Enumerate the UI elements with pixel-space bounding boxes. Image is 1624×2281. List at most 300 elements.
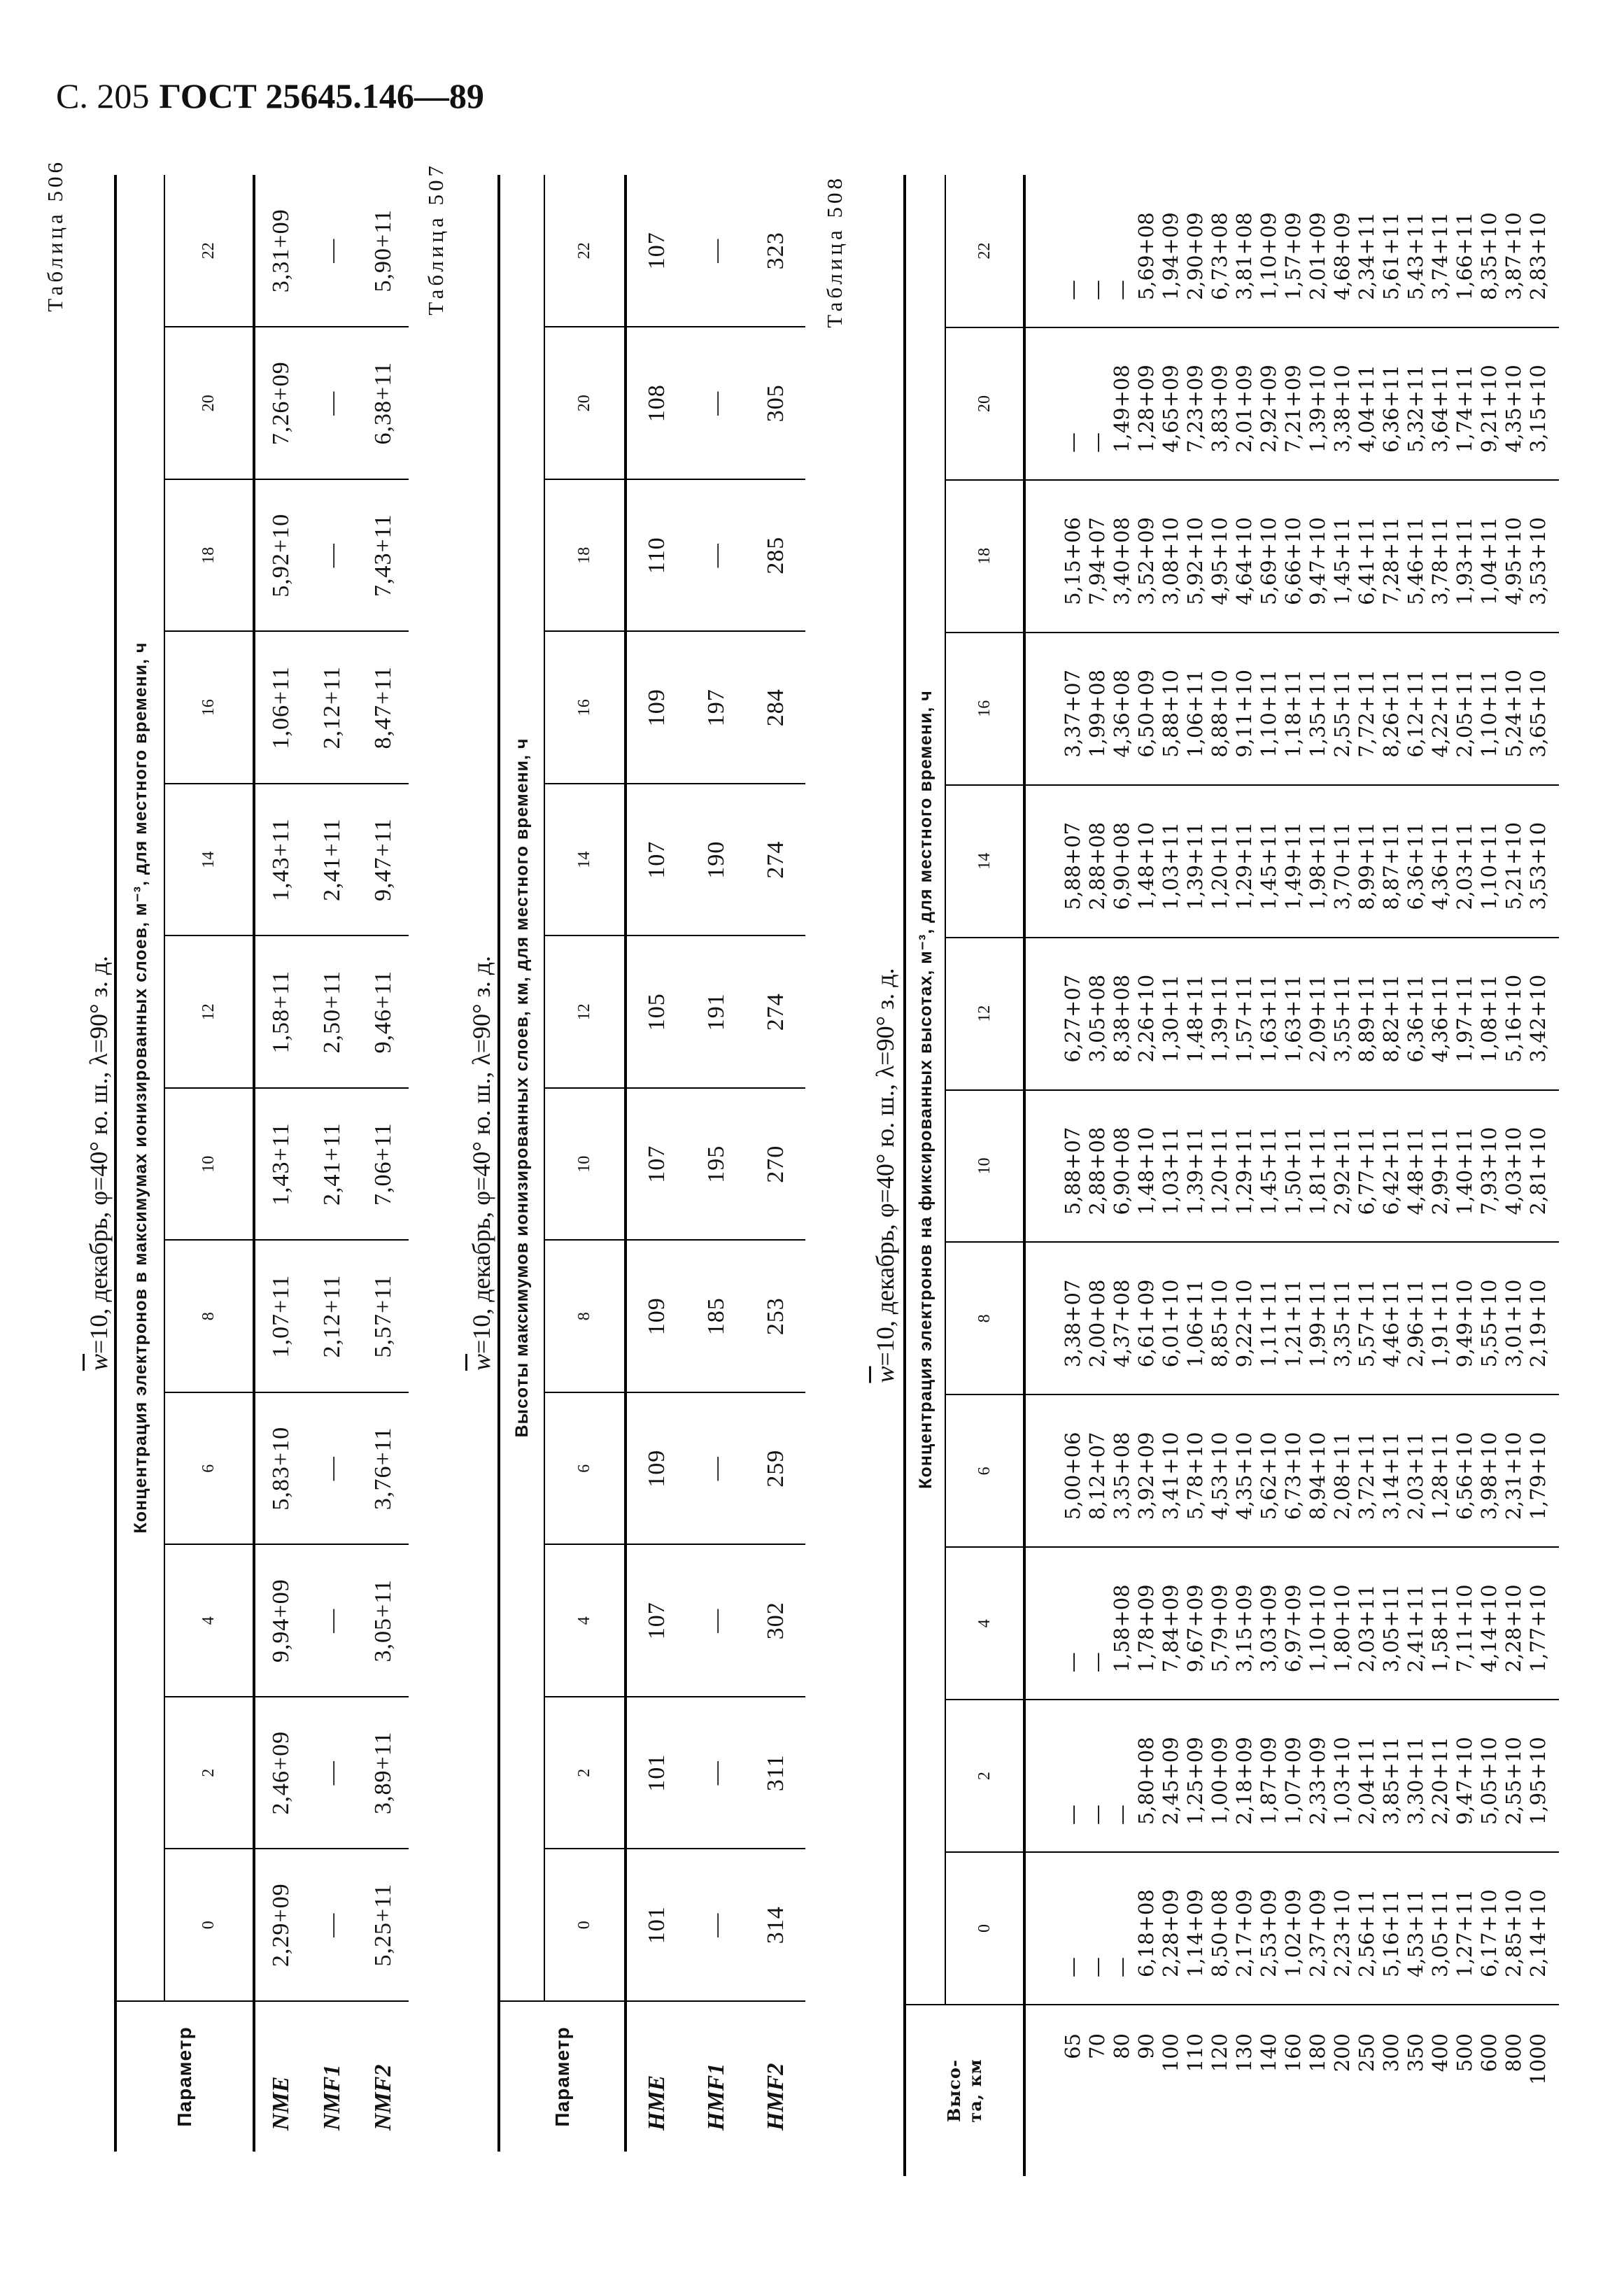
value-cell: 1,30+11	[1159, 938, 1183, 1090]
value-cell: 2,96+11	[1404, 1242, 1428, 1394]
value-cell: 4,64+10	[1232, 480, 1257, 633]
value-cell: 8,85+10	[1208, 1242, 1232, 1394]
value-cell: 5,78+10	[1183, 1394, 1208, 1547]
value-cell: 7,26+09	[254, 327, 306, 480]
value-cell: 1,35+11	[1306, 633, 1330, 785]
value-cell: 1,94+09	[1159, 175, 1183, 327]
value-cell: —	[1024, 327, 1085, 480]
table-row	[306, 175, 358, 2152]
value-cell: 7,23+09	[1183, 327, 1208, 480]
time-column-header: 6	[164, 1392, 254, 1545]
time-column-header: 22	[164, 175, 254, 327]
value-cell: 5,16+11	[1379, 1852, 1404, 2005]
table-title	[84, 175, 114, 2152]
value-cell: 2,14+10	[1526, 1852, 1559, 2005]
value-cell: 195	[686, 1088, 746, 1241]
time-column-header: 8	[544, 1241, 626, 1393]
time-column-header: 16	[164, 632, 254, 784]
value-cell: 1,93+11	[1453, 480, 1477, 633]
value-cell: 101	[626, 1697, 686, 1849]
value-cell: —	[1085, 327, 1110, 480]
time-column-header: 8	[945, 1242, 1024, 1394]
row-label: 65	[1061, 2033, 1085, 2059]
value-cell: 3,92+09	[1134, 1394, 1159, 1547]
value-cell: 3,81+08	[1232, 175, 1257, 327]
value-cell: —	[686, 479, 746, 632]
value-cell: 1,39+11	[1183, 1090, 1208, 1243]
table-row	[1477, 175, 1502, 2176]
value-cell: 1,18+11	[1281, 633, 1306, 785]
value-cell: 1,74+11	[1453, 327, 1477, 480]
row-label: 500	[1453, 2033, 1476, 2072]
value-cell: 3,08+10	[1159, 480, 1183, 633]
value-cell: —	[306, 327, 358, 480]
table-row	[1281, 175, 1306, 2176]
value-cell: —	[1085, 175, 1110, 327]
value-cell: 5,88+10	[1159, 633, 1183, 785]
time-column-header: 10	[544, 1088, 626, 1241]
value-cell: 1,98+11	[1306, 785, 1330, 938]
value-cell: 3,35+11	[1330, 1242, 1355, 1394]
value-cell: 1,06+11	[1183, 633, 1208, 785]
time-column-header: 22	[544, 175, 626, 327]
value-cell: 6,17+10	[1477, 1852, 1502, 2005]
title-variable: $\overline{w}$	[85, 1354, 113, 1371]
value-cell: 2,41+11	[1404, 1547, 1428, 1700]
value-cell: 3,55+11	[1330, 938, 1355, 1090]
value-cell: 2,05+11	[1453, 633, 1477, 785]
value-cell: 5,21+10	[1502, 785, 1526, 938]
value-cell: 2,37+09	[1306, 1852, 1330, 2005]
value-cell: 5,25+11	[358, 1849, 409, 2002]
table-block	[84, 175, 403, 2152]
value-cell: 7,84+09	[1159, 1547, 1183, 1700]
value-cell: 1,79+10	[1526, 1394, 1559, 1547]
value-cell: 1,48+10	[1134, 1090, 1159, 1243]
time-column-header: 12	[945, 938, 1024, 1090]
value-cell: 1,06+11	[254, 632, 306, 784]
value-cell: 108	[626, 327, 686, 480]
value-cell: 1,04+11	[1477, 480, 1502, 633]
value-cell: 8,89+11	[1355, 938, 1379, 1090]
table-row	[1306, 175, 1330, 2176]
value-cell: 5,69+10	[1257, 480, 1281, 633]
value-cell: 4,35+10	[1502, 327, 1526, 480]
row-label: 160	[1281, 2033, 1305, 2072]
value-cell: 2,34+11	[1355, 175, 1379, 327]
table-subtitle: Концентрация электронов в максимумах ионизированных слоев, м⁻³, для местного времени, ч	[115, 175, 164, 2001]
value-cell: 9,11+10	[1232, 633, 1257, 785]
value-cell: 8,99+11	[1355, 785, 1379, 938]
value-cell: 1,06+11	[1183, 1242, 1208, 1394]
value-cell: 323	[746, 175, 805, 327]
value-cell: 6,27+07	[1024, 938, 1085, 1090]
value-cell: 7,94+07	[1085, 480, 1110, 633]
value-cell: 7,93+10	[1477, 1090, 1502, 1243]
value-cell: 9,94+09	[254, 1545, 306, 1697]
data-table	[114, 175, 409, 2152]
value-cell: 7,21+09	[1281, 327, 1306, 480]
value-cell: 3,15+09	[1232, 1547, 1257, 1700]
row-label: HMF2	[762, 2063, 789, 2131]
value-cell: 1,03+10	[1330, 1700, 1355, 1852]
value-cell: 2,08+11	[1330, 1394, 1355, 1547]
table-number-label: Таблица 507	[423, 162, 448, 316]
value-cell: 2,01+09	[1306, 175, 1330, 327]
value-cell: 9,46+11	[358, 936, 409, 1089]
value-cell: 1,00+09	[1208, 1700, 1232, 1852]
value-cell: —	[306, 1697, 358, 1849]
value-cell: 9,47+11	[358, 784, 409, 936]
row-label: 100	[1159, 2033, 1182, 2072]
table-row	[1232, 175, 1257, 2176]
value-cell: 7,72+11	[1355, 633, 1379, 785]
value-cell: 109	[626, 1392, 686, 1545]
value-cell: 7,11+10	[1453, 1547, 1477, 1700]
value-cell: 1,48+10	[1134, 785, 1159, 938]
value-cell: 8,94+10	[1306, 1394, 1330, 1547]
value-cell: 2,33+09	[1306, 1700, 1330, 1852]
value-cell: 1,07+09	[1281, 1700, 1306, 1852]
value-cell: 3,01+10	[1502, 1242, 1526, 1394]
value-cell: 2,92+11	[1330, 1090, 1355, 1243]
value-cell: 4,35+10	[1232, 1394, 1257, 1547]
value-cell: 2,31+10	[1502, 1394, 1526, 1547]
time-column-header: 16	[945, 633, 1024, 785]
value-cell: 1,99+08	[1085, 633, 1110, 785]
value-cell: 6,90+08	[1110, 785, 1134, 938]
value-cell: 1,97+11	[1453, 938, 1477, 1090]
time-column-header: 18	[544, 479, 626, 632]
time-column-header: 4	[544, 1545, 626, 1697]
row-label: 350	[1404, 2033, 1427, 2072]
title-text: =10, декабрь, φ=40° ю. ш., λ=90° з. д.	[467, 955, 495, 1355]
table-row	[1257, 175, 1281, 2176]
time-header-row	[945, 175, 1024, 2176]
time-column-header: 18	[945, 480, 1024, 633]
row-label: 90	[1134, 2033, 1158, 2059]
table-row	[1024, 175, 1085, 2176]
table-row	[254, 175, 306, 2152]
value-cell: 9,21+10	[1477, 327, 1502, 480]
time-header-row	[544, 175, 626, 2152]
value-cell: 1,57+11	[1232, 938, 1257, 1090]
value-cell: 4,36+11	[1428, 785, 1453, 938]
table-subtitle: Высоты максимумов ионизированных слоев, км, для местного времени, ч	[499, 175, 544, 2001]
value-cell: 2,55+11	[1330, 633, 1355, 785]
time-column-header: 2	[544, 1697, 626, 1849]
value-cell: 2,45+09	[1159, 1700, 1183, 1852]
value-cell: 4,46+11	[1379, 1242, 1404, 1394]
value-cell: 5,43+11	[1404, 175, 1428, 327]
value-cell: 1,43+11	[254, 1088, 306, 1241]
value-cell: —	[306, 479, 358, 632]
value-cell: 2,03+11	[1453, 785, 1477, 938]
page-header	[56, 76, 484, 116]
value-cell: 1,49+11	[1281, 785, 1306, 938]
table-row	[358, 175, 409, 2152]
table-row	[1502, 175, 1526, 2176]
value-cell: 7,43+11	[358, 479, 409, 632]
value-cell: 2,23+10	[1330, 1852, 1355, 2005]
value-cell: 6,77+11	[1355, 1090, 1379, 1243]
value-cell: 8,87+11	[1379, 785, 1404, 938]
value-cell: 2,04+11	[1355, 1700, 1379, 1852]
value-cell: 107	[626, 1545, 686, 1697]
time-column-header: 0	[164, 1849, 254, 2002]
time-column-header: 14	[945, 785, 1024, 938]
value-cell: 110	[626, 479, 686, 632]
value-cell: 3,78+11	[1428, 480, 1453, 633]
value-cell: 3,41+10	[1159, 1394, 1183, 1547]
value-cell: 3,03+09	[1257, 1547, 1281, 1700]
table-row	[1404, 175, 1428, 2176]
value-cell: 1,39+11	[1208, 938, 1232, 1090]
value-cell: 1,14+09	[1183, 1852, 1208, 2005]
row-label: 70	[1085, 2033, 1109, 2059]
value-cell: 5,05+10	[1477, 1700, 1502, 1852]
value-cell: 5,00+06	[1024, 1394, 1085, 1547]
value-cell: —	[686, 1849, 746, 2002]
value-cell: 1,10+11	[1477, 633, 1502, 785]
table-block	[465, 175, 801, 2152]
table-block	[868, 175, 1560, 2176]
value-cell: 1,45+11	[1257, 785, 1281, 938]
value-cell: 6,36+11	[1379, 327, 1404, 480]
value-cell: 2,28+09	[1159, 1852, 1183, 2005]
value-cell: 2,55+10	[1502, 1700, 1526, 1852]
table-row	[1330, 175, 1355, 2176]
time-column-header: 14	[164, 784, 254, 936]
time-column-header: 8	[164, 1241, 254, 1393]
row-label: 110	[1183, 2033, 1207, 2072]
value-cell: 9,49+10	[1453, 1242, 1477, 1394]
value-cell: 8,26+11	[1379, 633, 1404, 785]
value-cell: 1,80+10	[1330, 1547, 1355, 1700]
time-column-header: 0	[945, 1852, 1024, 2005]
value-cell: 285	[746, 479, 805, 632]
value-cell: 6,36+11	[1404, 785, 1428, 938]
value-cell: 6,42+11	[1379, 1090, 1404, 1243]
value-cell: 4,03+10	[1502, 1090, 1526, 1243]
value-cell: 2,88+08	[1085, 785, 1110, 938]
table-title	[868, 175, 903, 2176]
value-cell: 1,63+11	[1281, 938, 1306, 1090]
value-cell: 191	[686, 936, 746, 1089]
row-label: HMF1	[702, 2063, 729, 2131]
value-cell: 3,83+09	[1208, 327, 1232, 480]
value-cell: 6,73+10	[1281, 1394, 1306, 1547]
value-cell: 2,88+08	[1085, 1090, 1110, 1243]
title-variable: $\overline{w}$	[871, 1366, 899, 1383]
time-column-header: 10	[164, 1088, 254, 1241]
value-cell: 3,65+10	[1526, 633, 1559, 785]
value-cell: 8,50+08	[1208, 1852, 1232, 2005]
value-cell: 3,14+11	[1379, 1394, 1404, 1547]
value-cell: 2,20+11	[1428, 1700, 1453, 1852]
row-label: 130	[1232, 2033, 1256, 2072]
value-cell: —	[1024, 1547, 1085, 1700]
value-cell: —	[686, 1392, 746, 1545]
value-cell: 4,36+11	[1428, 938, 1453, 1090]
table-row	[1453, 175, 1477, 2176]
value-cell: 8,38+08	[1110, 938, 1134, 1090]
value-cell: 1,29+11	[1232, 785, 1257, 938]
value-cell: 1,78+09	[1134, 1547, 1159, 1700]
value-cell: —	[1085, 1700, 1110, 1852]
row-label: 250	[1355, 2033, 1378, 2072]
time-column-header: 4	[945, 1547, 1024, 1700]
value-cell: 5,24+10	[1502, 633, 1526, 785]
value-cell: 2,81+10	[1526, 1090, 1559, 1243]
table-subtitle: Концентрация электронов на фиксированных высотах, м⁻³, для местного времени, ч	[905, 175, 945, 2005]
value-cell: 1,10+11	[1477, 785, 1502, 938]
value-cell: 5,62+10	[1257, 1394, 1281, 1547]
time-column-header: 10	[945, 1090, 1024, 1243]
value-cell: 1,58+11	[1428, 1547, 1453, 1700]
value-cell: 1,03+11	[1159, 785, 1183, 938]
value-cell: 5,57+11	[358, 1241, 409, 1393]
header-row	[499, 175, 544, 2152]
value-cell: —	[1024, 1700, 1085, 1852]
value-cell: —	[1085, 1852, 1110, 2005]
value-cell: 6,18+08	[1134, 1852, 1159, 2005]
value-cell: 3,42+10	[1526, 938, 1559, 1090]
value-cell: 2,18+09	[1232, 1700, 1257, 1852]
table-row	[1085, 175, 1110, 2176]
value-cell: 5,88+07	[1024, 1090, 1085, 1243]
value-cell: 259	[746, 1392, 805, 1545]
row-label: NME	[267, 2076, 294, 2131]
time-column-header: 22	[945, 175, 1024, 327]
value-cell: 6,90+08	[1110, 1090, 1134, 1243]
value-cell: —	[686, 1545, 746, 1697]
value-cell: 107	[626, 784, 686, 936]
value-cell: 107	[626, 175, 686, 327]
value-cell: 4,68+09	[1330, 175, 1355, 327]
value-cell: 6,38+11	[358, 327, 409, 480]
value-cell: 1,43+11	[254, 784, 306, 936]
time-column-header: 2	[945, 1700, 1024, 1852]
value-cell: 9,47+10	[1453, 1700, 1477, 1852]
row-label: 80	[1110, 2033, 1134, 2059]
value-cell: 1,08+11	[1477, 938, 1502, 1090]
value-cell: 1,10+11	[1257, 633, 1281, 785]
value-cell: 7,06+11	[358, 1088, 409, 1241]
value-cell: 6,73+08	[1208, 175, 1232, 327]
time-header-row	[164, 175, 254, 2152]
value-cell: —	[686, 175, 746, 327]
value-cell: 1,50+11	[1281, 1090, 1306, 1243]
value-cell: 1,27+11	[1453, 1852, 1477, 2005]
value-cell: 274	[746, 784, 805, 936]
value-cell: 109	[626, 1241, 686, 1393]
value-cell: 270	[746, 1088, 805, 1241]
value-cell: 101	[626, 1849, 686, 2002]
value-cell: 1,25+09	[1183, 1700, 1208, 1852]
value-cell: 197	[686, 632, 746, 784]
table-row	[1110, 175, 1134, 2176]
value-cell: 1,77+10	[1526, 1547, 1559, 1700]
value-cell: 8,88+10	[1208, 633, 1232, 785]
table-row	[686, 175, 746, 2152]
value-cell: 4,22+11	[1428, 633, 1453, 785]
value-cell: 2,12+11	[306, 632, 358, 784]
value-cell: 6,50+09	[1134, 633, 1159, 785]
value-cell: 3,40+08	[1110, 480, 1134, 633]
value-cell: 1,10+10	[1306, 1547, 1330, 1700]
header-row	[905, 175, 945, 2176]
value-cell: 8,47+11	[358, 632, 409, 784]
time-column-header: 20	[544, 327, 626, 480]
table-title	[465, 175, 497, 2152]
time-column-header: 18	[164, 479, 254, 632]
value-cell: 1,03+11	[1159, 1090, 1183, 1243]
value-cell: 3,37+07	[1024, 633, 1085, 785]
value-cell: 1,28+09	[1134, 327, 1159, 480]
value-cell: 3,31+09	[254, 175, 306, 327]
time-column-header: 12	[164, 936, 254, 1089]
value-cell: 5,88+07	[1024, 785, 1085, 938]
value-cell: —	[306, 1392, 358, 1545]
value-cell: 1,63+11	[1257, 938, 1281, 1090]
value-cell: 311	[746, 1697, 805, 1849]
value-cell: 2,53+09	[1257, 1852, 1281, 2005]
value-cell: —	[686, 1697, 746, 1849]
value-cell: 1,20+11	[1208, 1090, 1232, 1243]
value-cell: 1,45+11	[1257, 1090, 1281, 1243]
title-text: =10, декабрь, φ=40° ю. ш., λ=90° з. д.	[871, 968, 899, 1367]
value-cell: 107	[626, 1088, 686, 1241]
value-cell: 2,26+10	[1134, 938, 1159, 1090]
value-cell: 2,92+09	[1257, 327, 1281, 480]
table-row	[1134, 175, 1159, 2176]
time-column-header: 12	[544, 936, 626, 1089]
value-cell: 2,41+11	[306, 784, 358, 936]
time-column-header: 20	[164, 327, 254, 480]
page-number: С. 205	[56, 76, 150, 115]
table-row	[1159, 175, 1183, 2176]
value-cell: 3,05+11	[1379, 1547, 1404, 1700]
value-cell: 1,39+11	[1183, 785, 1208, 938]
value-cell: 2,99+11	[1428, 1090, 1453, 1243]
table-row	[1355, 175, 1379, 2176]
value-cell: 4,37+08	[1110, 1242, 1134, 1394]
row-label: 180	[1306, 2033, 1329, 2072]
table-number-label: Таблица 508	[822, 175, 847, 328]
value-cell: 2,12+11	[306, 1241, 358, 1393]
value-cell: 1,49+08	[1110, 327, 1134, 480]
value-cell: 3,64+11	[1428, 327, 1453, 480]
value-cell: 2,29+09	[254, 1849, 306, 2002]
title-variable: $\overline{w}$	[467, 1354, 495, 1371]
value-cell: 6,41+11	[1355, 480, 1379, 633]
value-cell: 253	[746, 1241, 805, 1393]
value-cell: 3,72+11	[1355, 1394, 1379, 1547]
value-cell: —	[686, 327, 746, 480]
value-cell: 3,85+11	[1379, 1700, 1404, 1852]
value-cell: —	[1024, 175, 1085, 327]
row-label: 300	[1379, 2033, 1403, 2072]
value-cell: 1,58+11	[254, 936, 306, 1089]
value-cell: 9,47+10	[1306, 480, 1330, 633]
value-cell: 3,74+11	[1428, 175, 1453, 327]
value-cell: 1,66+11	[1453, 175, 1477, 327]
row-label: 200	[1330, 2033, 1354, 2072]
table-row	[1428, 175, 1453, 2176]
value-cell: 5,16+10	[1502, 938, 1526, 1090]
value-cell: 109	[626, 632, 686, 784]
